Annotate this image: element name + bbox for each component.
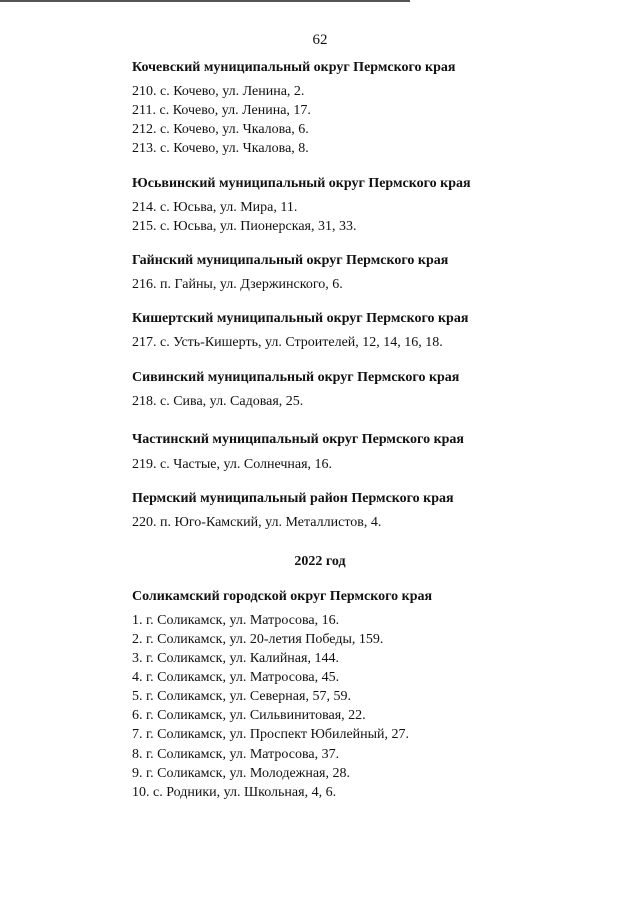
list-item: 216. п. Гайны, ул. Дзержинского, 6. (132, 277, 343, 292)
list-item: 218. с. Сива, ул. Садовая, 25. (132, 394, 304, 409)
year-heading: 2022 год (294, 554, 346, 569)
list-item: 5. г. Соликамск, ул. Северная, 57, 59. (132, 689, 351, 704)
section-heading-gainsky: Гайнский муниципальный округ Пермского края (132, 253, 449, 268)
list-item: 6. г. Соликамск, ул. Сильвинитовая, 22. (132, 708, 366, 723)
section-heading-chastinsky: Частинский муниципальный округ Пермского края (132, 432, 464, 447)
list-item: 4. г. Соликамск, ул. Матросова, 45. (132, 670, 340, 685)
list-item: 1. г. Соликамск, ул. Матросова, 16. (132, 613, 340, 628)
section-heading-kochevsky: Кочевский муниципальный округ Пермского края (132, 60, 456, 75)
list-item: 212. с. Кочево, ул. Чкалова, 6. (132, 122, 309, 137)
list-item: 10. с. Родники, ул. Школьная, 4, 6. (132, 785, 337, 800)
list-item: 217. с. Усть-Кишерть, ул. Строителей, 12, 14, 16, 18. (132, 335, 443, 350)
page-number: 62 (312, 32, 328, 48)
section-heading-sivinsky: Сивинский муниципальный округ Пермского края (132, 370, 460, 385)
section-heading-kishertsky: Кишертский муниципальный округ Пермского края (132, 311, 469, 326)
section-heading-permsky: Пермский муниципальный район Пермского края (132, 491, 454, 506)
list-item: 7. г. Соликамск, ул. Проспект Юбилейный, 27. (132, 727, 410, 742)
list-item: 220. п. Юго-Камский, ул. Металлистов, 4. (132, 515, 382, 530)
list-item: 2. г. Соликамск, ул. 20-летия Победы, 159. (132, 632, 384, 647)
list-item: 219. с. Частые, ул. Солнечная, 16. (132, 457, 333, 472)
list-item: 210. с. Кочево, ул. Ленина, 2. (132, 84, 305, 99)
top-rule (0, 0, 410, 2)
section-heading-solikamsky: Соликамский городской округ Пермского края (132, 589, 433, 604)
list-item: 213. с. Кочево, ул. Чкалова, 8. (132, 141, 309, 156)
section-heading-yusvinsky: Юсьвинский муниципальный округ Пермского края (132, 176, 471, 191)
list-item: 3. г. Соликамск, ул. Калийная, 144. (132, 651, 339, 666)
list-item: 8. г. Соликамск, ул. Матросова, 37. (132, 747, 340, 762)
list-item: 9. г. Соликамск, ул. Молодежная, 28. (132, 766, 350, 781)
list-item: 215. с. Юсьва, ул. Пионерская, 31, 33. (132, 219, 357, 234)
list-item: 214. с. Юсьва, ул. Мира, 11. (132, 200, 298, 215)
list-item: 211. с. Кочево, ул. Ленина, 17. (132, 103, 311, 118)
